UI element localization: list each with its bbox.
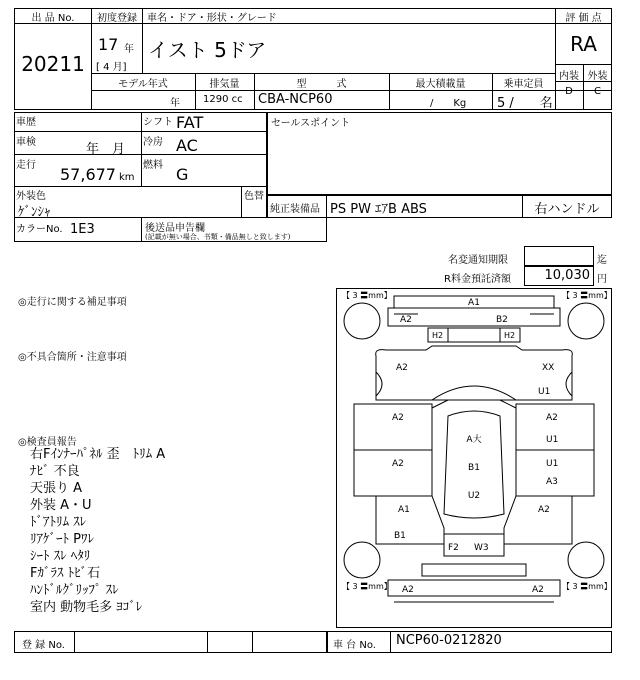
grille bbox=[448, 328, 500, 342]
inspector-line: ﾄﾞｱﾄﾘﾑ ｽﾚ bbox=[30, 515, 87, 530]
handle: 右ハンドル bbox=[534, 202, 600, 217]
code-right-fender-1: XX bbox=[542, 363, 555, 373]
driving-notes-label: ◎走行に関する補足事項 bbox=[18, 297, 127, 308]
code-right-quarter: A2 bbox=[538, 505, 550, 515]
inspector-label: ◎検査員報告 bbox=[18, 437, 77, 448]
code-front-bumper: A1 bbox=[468, 298, 480, 308]
code-left-quarter-2: B1 bbox=[394, 531, 406, 541]
tire-label-br: 【 3 〓mm】 bbox=[562, 582, 612, 591]
inspector-line: 天張り A bbox=[30, 481, 83, 496]
interior-label: 内装 bbox=[559, 71, 579, 82]
color-no: 1E3 bbox=[70, 222, 95, 237]
code-roof-3: U2 bbox=[467, 491, 481, 501]
first-reg-year: 17 bbox=[98, 35, 119, 54]
eval-label: 評 価 点 bbox=[565, 13, 602, 24]
code-left-front-door: A2 bbox=[392, 413, 404, 423]
code-rear-bumper-left: A2 bbox=[402, 585, 414, 595]
tire-label-bl: 【 3 〓mm】 bbox=[342, 582, 392, 591]
code-right-fender-2: U1 bbox=[538, 387, 551, 397]
code-rear-gate-1: F2 bbox=[448, 543, 459, 553]
rear-glass bbox=[422, 564, 526, 576]
tire-front-right bbox=[568, 303, 604, 339]
code-h2-right: H2 bbox=[504, 331, 516, 340]
capacity-label: 乗車定員 bbox=[503, 79, 544, 90]
car-diagram bbox=[336, 288, 612, 628]
mileage-unit: km bbox=[119, 172, 135, 183]
left-rear-door bbox=[354, 450, 432, 496]
inspector-line: ｼｰﾄ ｽﾚ ﾍﾀﾘ bbox=[30, 549, 91, 564]
sales-point-label: セールスポイント bbox=[271, 118, 351, 129]
diagram-frame bbox=[337, 289, 612, 628]
max-load: / Kg bbox=[430, 98, 467, 109]
defects-label: ◎不具合箇所・注意事項 bbox=[18, 352, 127, 363]
inspector-line: 外装 A・U bbox=[30, 498, 92, 513]
code-rear-gate-2: W3 bbox=[474, 543, 489, 553]
code-h2-left: H2 bbox=[432, 331, 444, 340]
tire-rear-right bbox=[568, 542, 604, 578]
chassis-label: 車 台 No. bbox=[333, 640, 376, 651]
inspector-line: 右Fｲﾝﾅｰﾊﾟﾈﾙ 歪 ﾄﾘﾑ A bbox=[30, 447, 166, 462]
code-left-rear-door: A2 bbox=[392, 459, 404, 469]
mileage: 57,677 bbox=[60, 165, 116, 184]
color-no-label: カラーNo. bbox=[16, 224, 63, 235]
name-change-box bbox=[524, 246, 594, 266]
inspector-line: ﾘｱｹﾞｰﾄ Pﾜﾚ bbox=[30, 532, 94, 547]
eval-score: RA bbox=[570, 32, 597, 56]
model-year-label: モデル年式 bbox=[118, 79, 168, 90]
type: CBA-NCP60 bbox=[258, 92, 333, 107]
shift-label: シフト bbox=[143, 117, 173, 128]
code-front-left: A2 bbox=[400, 315, 412, 325]
tire-front-left bbox=[344, 303, 380, 339]
inspector-line: ﾊﾝﾄﾞﾙｸﾞﾘｯﾌﾟ ｽﾚ bbox=[30, 583, 119, 598]
car-name: イスト 5ドア bbox=[148, 38, 267, 62]
first-reg-label: 初度登録 bbox=[97, 13, 137, 24]
windshield bbox=[432, 386, 516, 400]
tire-rear-left bbox=[344, 542, 380, 578]
max-load-label: 最大積載量 bbox=[415, 79, 466, 90]
color-change-label: 色替 bbox=[244, 191, 264, 202]
tire-label-tr: 【 3 〓mm】 bbox=[562, 291, 612, 300]
inspection-label: 車検 bbox=[16, 137, 36, 148]
capacity: 5 / 名 bbox=[497, 96, 553, 111]
inspector-line: Fｶﾞﾗｽ ﾄﾋﾞ石 bbox=[30, 566, 101, 581]
shift: FAT bbox=[176, 113, 204, 132]
recycle-fee: 10,030 bbox=[544, 268, 590, 283]
code-right-front-door-2: U1 bbox=[546, 435, 559, 445]
displacement-label: 排気量 bbox=[209, 79, 240, 90]
inspector-line: 室内 動物毛多 ﾖｺﾞﾚ bbox=[30, 600, 143, 615]
code-left-quarter-1: A1 bbox=[398, 505, 410, 515]
code-right-front-door-1: A2 bbox=[546, 413, 558, 423]
interior-score: D bbox=[565, 86, 573, 97]
model-year-unit: 年 bbox=[170, 98, 180, 109]
fuel: G bbox=[176, 165, 189, 184]
code-right-rear-door-2: A3 bbox=[546, 477, 558, 487]
code-left-fender: A2 bbox=[396, 363, 408, 373]
inspection-value: 年 月 bbox=[86, 142, 126, 157]
inspector-line: ﾅﾋﾞ 不良 bbox=[30, 464, 80, 479]
ext-color: ｹﾞﾝｼｬ bbox=[18, 205, 51, 220]
name-change-unit: 迄 bbox=[597, 255, 607, 266]
equipment: PS PW ｴｱB ABS bbox=[330, 202, 427, 217]
code-rear-bumper-right: A2 bbox=[532, 585, 544, 595]
inspector-lines bbox=[30, 446, 165, 616]
type-label: 型 式 bbox=[296, 79, 347, 90]
lot-label: 出 品 No. bbox=[31, 13, 75, 24]
ac: AC bbox=[176, 136, 198, 155]
aftermarket-note: (記載が無い場合、书類・備品無しと致します) bbox=[145, 233, 291, 241]
right-rear-door bbox=[516, 450, 594, 496]
front-panel bbox=[388, 308, 560, 326]
fuel-label: 燃料 bbox=[143, 160, 163, 171]
exterior-label: 外装 bbox=[587, 71, 608, 82]
equipment-label: 純正装備品 bbox=[270, 204, 320, 215]
history-label: 車歴 bbox=[16, 117, 36, 128]
left-front-door bbox=[354, 404, 432, 450]
right-quarter bbox=[504, 496, 572, 544]
first-reg-month: [ 4 月] bbox=[96, 62, 127, 73]
displacement: 1290 cc bbox=[203, 94, 243, 105]
mileage-label: 走行 bbox=[16, 160, 36, 171]
code-roof-2: B1 bbox=[468, 463, 480, 473]
year-unit: 年 bbox=[124, 44, 134, 55]
recycle-unit: 円 bbox=[597, 274, 607, 285]
lot-number: 20211 bbox=[21, 52, 85, 76]
aftermarket-label: 後送品申告欄 bbox=[145, 223, 205, 234]
code-right-rear-door-1: U1 bbox=[546, 459, 559, 469]
reg-no-label: 登 録 No. bbox=[22, 640, 65, 651]
car-name-label: 車名・ドア・形状・グレード bbox=[147, 13, 277, 24]
chassis-no: NCP60-0212820 bbox=[396, 633, 502, 648]
recycle-label: R料金預託済額 bbox=[444, 274, 511, 285]
left-quarter bbox=[376, 496, 444, 544]
code-roof-1: A大 bbox=[466, 435, 482, 445]
name-change-label: 名変通知期限 bbox=[448, 255, 508, 266]
code-front-b2: B2 bbox=[496, 315, 508, 325]
ac-label: 冷房 bbox=[143, 137, 163, 148]
ext-color-label: 外装色 bbox=[16, 191, 46, 202]
exterior-score: C bbox=[594, 86, 601, 97]
tire-label-tl: 【 3 〓mm】 bbox=[342, 291, 392, 300]
